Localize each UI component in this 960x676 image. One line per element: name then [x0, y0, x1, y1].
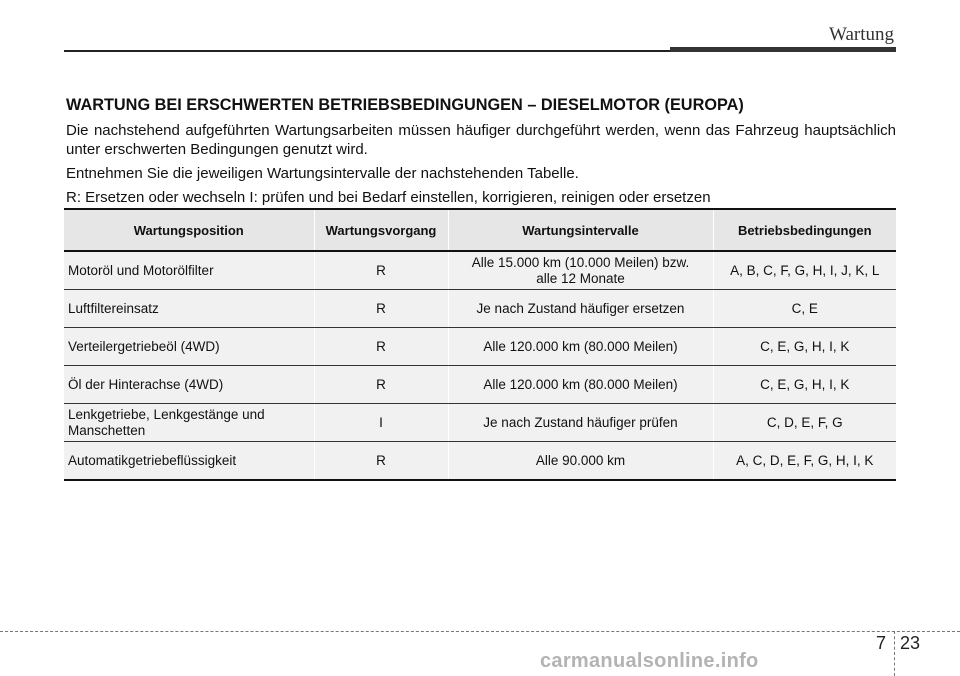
- cell-operation: R: [314, 251, 448, 290]
- cell-conditions: A, B, C, F, G, H, I, J, K, L: [713, 251, 896, 290]
- cell-conditions: C, E, G, H, I, K: [713, 328, 896, 366]
- page-number: 23: [900, 633, 921, 653]
- table-row: [64, 251, 896, 290]
- cell-interval: Je nach Zustand häufiger ersetzen: [448, 290, 713, 328]
- cell-operation: R: [314, 290, 448, 328]
- table-row: [64, 404, 896, 442]
- cell-position: Automatikgetriebeflüssigkeit: [64, 442, 314, 481]
- cell-operation: R: [314, 442, 448, 481]
- cell-position: Luftfiltereinsatz: [64, 290, 314, 328]
- cell-position: Lenkgetriebe, Lenkgestänge und Manschetten: [64, 404, 314, 442]
- legend-paragraph: R: Ersetzen oder wechseln I: prüfen und bei Bedarf einstellen, korrigieren, reinigen oder ersetzen: [66, 189, 711, 206]
- cell-conditions: C, E, G, H, I, K: [713, 366, 896, 404]
- table-row: [64, 328, 896, 366]
- header-rule-thin: [64, 50, 670, 52]
- table-row: [64, 442, 896, 481]
- footer-page-divider: [894, 631, 895, 676]
- cell-interval: Alle 15.000 km (10.000 Meilen) bzw. alle 12 Monate: [448, 251, 713, 290]
- watermark-text: carmanualsonline.info: [540, 650, 759, 672]
- cell-operation: R: [314, 366, 448, 404]
- section-title: WARTUNG BEI ERSCHWERTEN BETRIEBSBEDINGUNGEN – DIESELMOTOR (EUROPA): [66, 96, 744, 114]
- column-header-operation: Wartungsvorgang: [314, 209, 448, 251]
- cell-position: Öl der Hinterachse (4WD): [64, 366, 314, 404]
- column-header-conditions: Betriebsbedingungen: [713, 209, 896, 251]
- table-row: [64, 290, 896, 328]
- header-rule-thick: [670, 47, 896, 52]
- table-header-row: [64, 209, 896, 251]
- cell-operation: R: [314, 328, 448, 366]
- cell-interval: Alle 120.000 km (80.000 Meilen): [448, 328, 713, 366]
- cell-conditions: C, E: [713, 290, 896, 328]
- intro-paragraph: Entnehmen Sie die jeweiligen Wartungsintervalle der nachstehenden Tabelle.: [66, 165, 579, 182]
- column-header-position: Wartungsposition: [64, 209, 314, 251]
- cell-operation: I: [314, 404, 448, 442]
- table-row: [64, 366, 896, 404]
- cell-interval: Alle 120.000 km (80.000 Meilen): [448, 366, 713, 404]
- cell-position: Motoröl und Motorölfilter: [64, 251, 314, 290]
- footer-rule: [0, 631, 960, 632]
- cell-conditions: A, C, D, E, F, G, H, I, K: [713, 442, 896, 481]
- chapter-number: 7: [876, 633, 887, 653]
- cell-interval: Alle 90.000 km: [448, 442, 713, 481]
- column-header-interval: Wartungsintervalle: [448, 209, 713, 251]
- intro-paragraph: Die nachstehend aufgeführten Wartungsarbeiten müssen häufiger durchgeführt werden, wenn das Fahrzeug hauptsächlich unter erschwerten Bedingungen genutzt wird.: [66, 122, 896, 158]
- cell-position: Verteilergetriebeöl (4WD): [64, 328, 314, 366]
- intro-text: [66, 121, 896, 212]
- running-header-title: Wartung: [829, 24, 894, 45]
- maintenance-table: [64, 208, 896, 481]
- cell-interval: Je nach Zustand häufiger prüfen: [448, 404, 713, 442]
- cell-conditions: C, D, E, F, G: [713, 404, 896, 442]
